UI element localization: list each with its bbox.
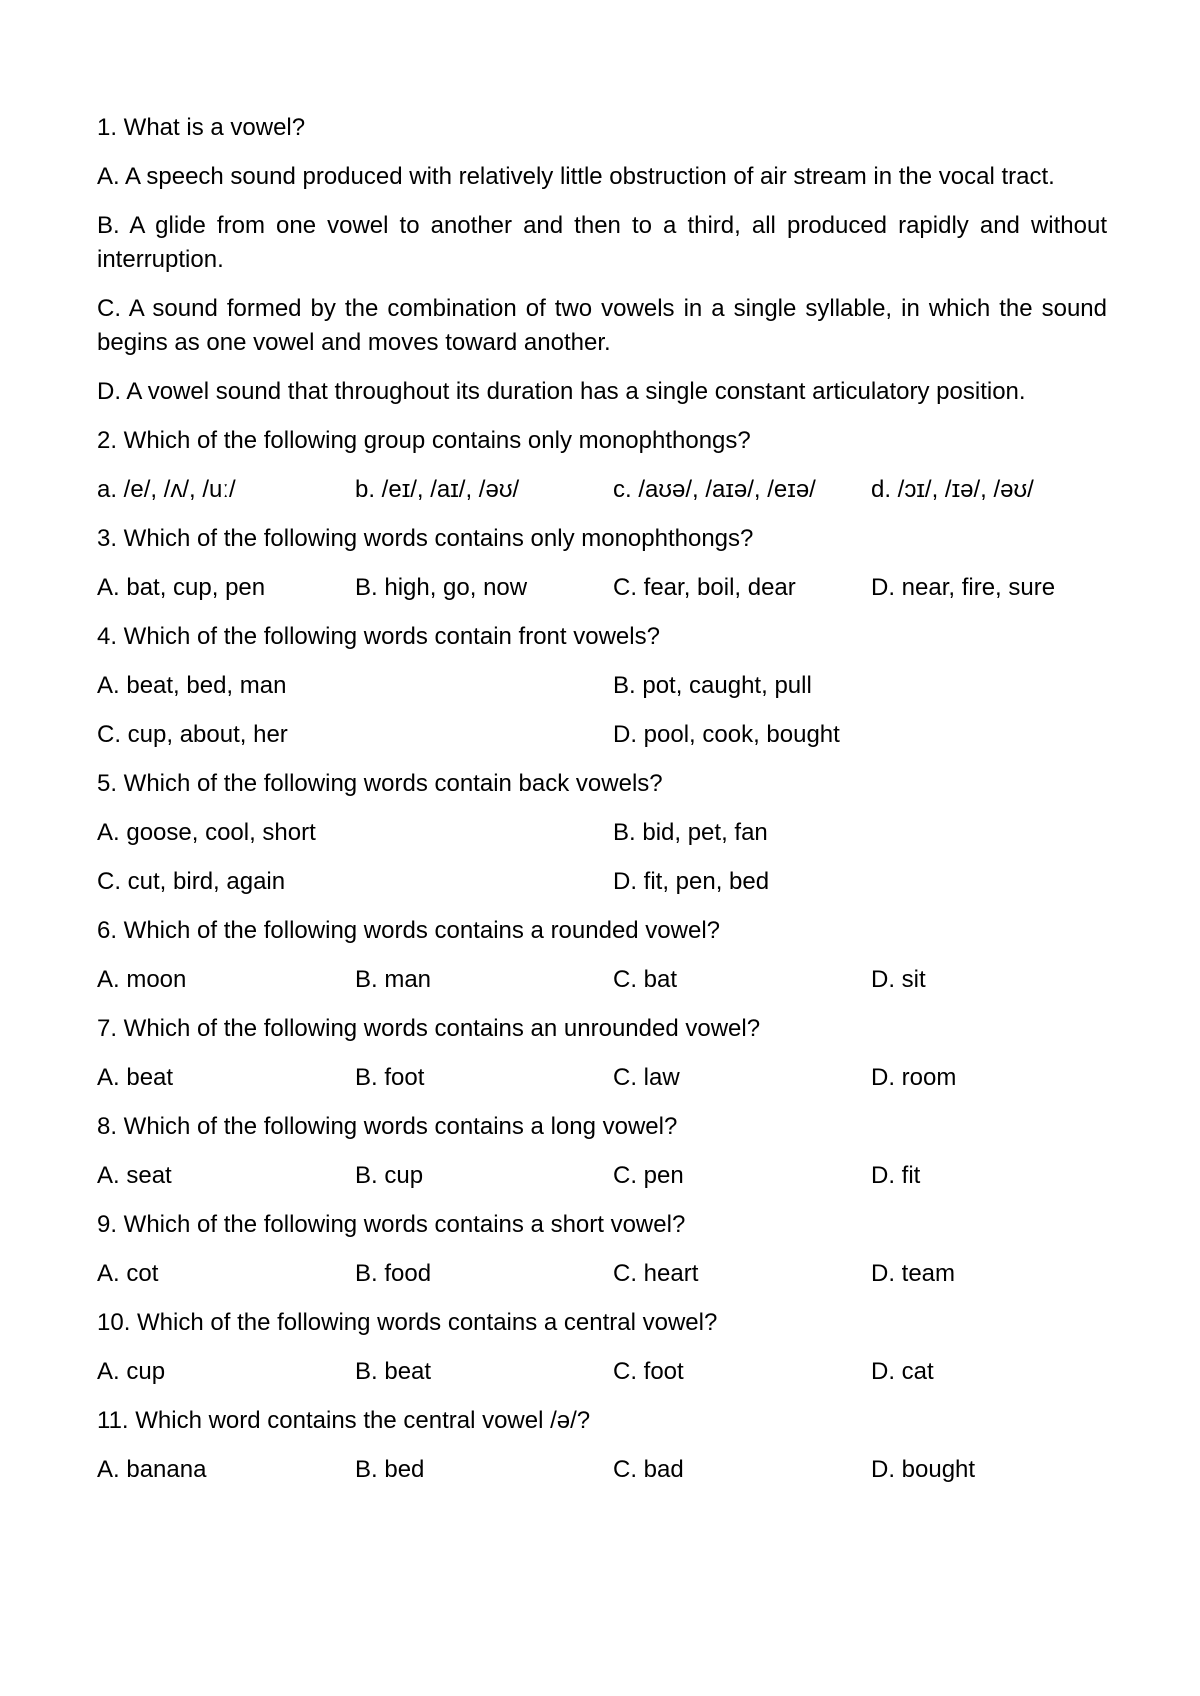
q2-option-b: b. /eɪ/, /aɪ/, /əʊ/ <box>355 476 520 503</box>
q4-options-row-1 <box>97 669 1107 703</box>
q1-option-c: C. A sound formed by the combination of two vowels in a single syllable, in which the sound begins as one vowel and moves toward another. <box>97 295 1107 356</box>
q9-option-d: D. team <box>871 1260 956 1287</box>
quiz-page <box>97 111 1107 1502</box>
q1-option-b: B. A glide from one vowel to another and then to a third, all produced rapidly and without interruption. <box>97 212 1107 273</box>
q5-option-a: A. goose, cool, short <box>97 819 316 846</box>
q11-options <box>97 1453 1107 1487</box>
q5-option-c: C. cut, bird, again <box>97 868 286 895</box>
q1-option-a: A. A speech sound produced with relatively little obstruction of air stream in the vocal tract. <box>97 163 1055 190</box>
q4-option-d: D. pool, cook, bought <box>613 721 840 748</box>
q3-option-d: D. near, fire, sure <box>871 574 1056 601</box>
q4-option-a: A. beat, bed, man <box>97 672 287 699</box>
q5-options-row-2 <box>97 865 1107 899</box>
q7-option-b: B. foot <box>355 1064 425 1091</box>
q6-option-c: C. bat <box>613 966 678 993</box>
q4-options-row-2 <box>97 718 1107 752</box>
q3-options <box>97 571 1107 605</box>
question-2: 2. Which of the following group contains only monophthongs? <box>97 427 751 454</box>
q7-option-a: A. beat <box>97 1064 174 1091</box>
question-8: 8. Which of the following words contains a long vowel? <box>97 1113 678 1140</box>
q8-option-b: B. cup <box>355 1162 424 1189</box>
q7-options <box>97 1061 1107 1095</box>
q9-option-a: A. cot <box>97 1260 159 1287</box>
q8-options <box>97 1159 1107 1193</box>
q10-option-d: D. cat <box>871 1358 934 1385</box>
q9-option-c: C. heart <box>613 1260 699 1287</box>
q2-option-a: a. /e/, /ʌ/, /uː/ <box>97 476 236 503</box>
q6-option-a: A. moon <box>97 966 187 993</box>
q8-option-d: D. fit <box>871 1162 921 1189</box>
q6-option-b: B. man <box>355 966 432 993</box>
q3-option-a: A. bat, cup, pen <box>97 574 266 601</box>
q4-option-b: B. pot, caught, pull <box>613 672 812 699</box>
q6-option-d: D. sit <box>871 966 926 993</box>
q10-option-a: A. cup <box>97 1358 166 1385</box>
q9-options <box>97 1257 1107 1291</box>
question-3: 3. Which of the following words contains only monophthongs? <box>97 525 754 552</box>
q10-option-c: C. foot <box>613 1358 684 1385</box>
q11-option-d: D. bought <box>871 1456 976 1483</box>
q11-option-a: A. banana <box>97 1456 207 1483</box>
question-6: 6. Which of the following words contains a rounded vowel? <box>97 917 721 944</box>
q8-option-c: C. pen <box>613 1162 684 1189</box>
question-10: 10. Which of the following words contains a central vowel? <box>97 1309 718 1336</box>
q11-option-b: B. bed <box>355 1456 425 1483</box>
q7-option-c: C. law <box>613 1064 680 1091</box>
q1-option-d: D. A vowel sound that throughout its duration has a single constant articulatory position. <box>97 378 1026 405</box>
q5-option-d: D. fit, pen, bed <box>613 868 770 895</box>
question-11: 11. Which word contains the central vowel /ə/? <box>97 1407 591 1434</box>
q7-option-d: D. room <box>871 1064 957 1091</box>
question-5: 5. Which of the following words contain back vowels? <box>97 770 663 797</box>
q11-option-c: C. bad <box>613 1456 684 1483</box>
question-4: 4. Which of the following words contain front vowels? <box>97 623 660 650</box>
q3-option-c: C. fear, boil, dear <box>613 574 796 601</box>
q10-option-b: B. beat <box>355 1358 432 1385</box>
question-7: 7. Which of the following words contains an unrounded vowel? <box>97 1015 761 1042</box>
question-1: 1. What is a vowel? <box>97 114 306 141</box>
q10-options <box>97 1355 1107 1389</box>
q2-option-d: d. /ɔɪ/, /ɪə/, /əʊ/ <box>871 476 1034 503</box>
q8-option-a: A. seat <box>97 1162 172 1189</box>
q9-option-b: B. food <box>355 1260 432 1287</box>
q2-option-c: c. /aʊə/, /aɪə/, /eɪə/ <box>613 476 816 503</box>
q3-option-b: B. high, go, now <box>355 574 528 601</box>
q6-options <box>97 963 1107 997</box>
q5-options-row-1 <box>97 816 1107 850</box>
q5-option-b: B. bid, pet, fan <box>613 819 768 846</box>
q4-option-c: C. cup, about, her <box>97 721 288 748</box>
question-9: 9. Which of the following words contains a short vowel? <box>97 1211 686 1238</box>
q2-options <box>97 473 1107 507</box>
